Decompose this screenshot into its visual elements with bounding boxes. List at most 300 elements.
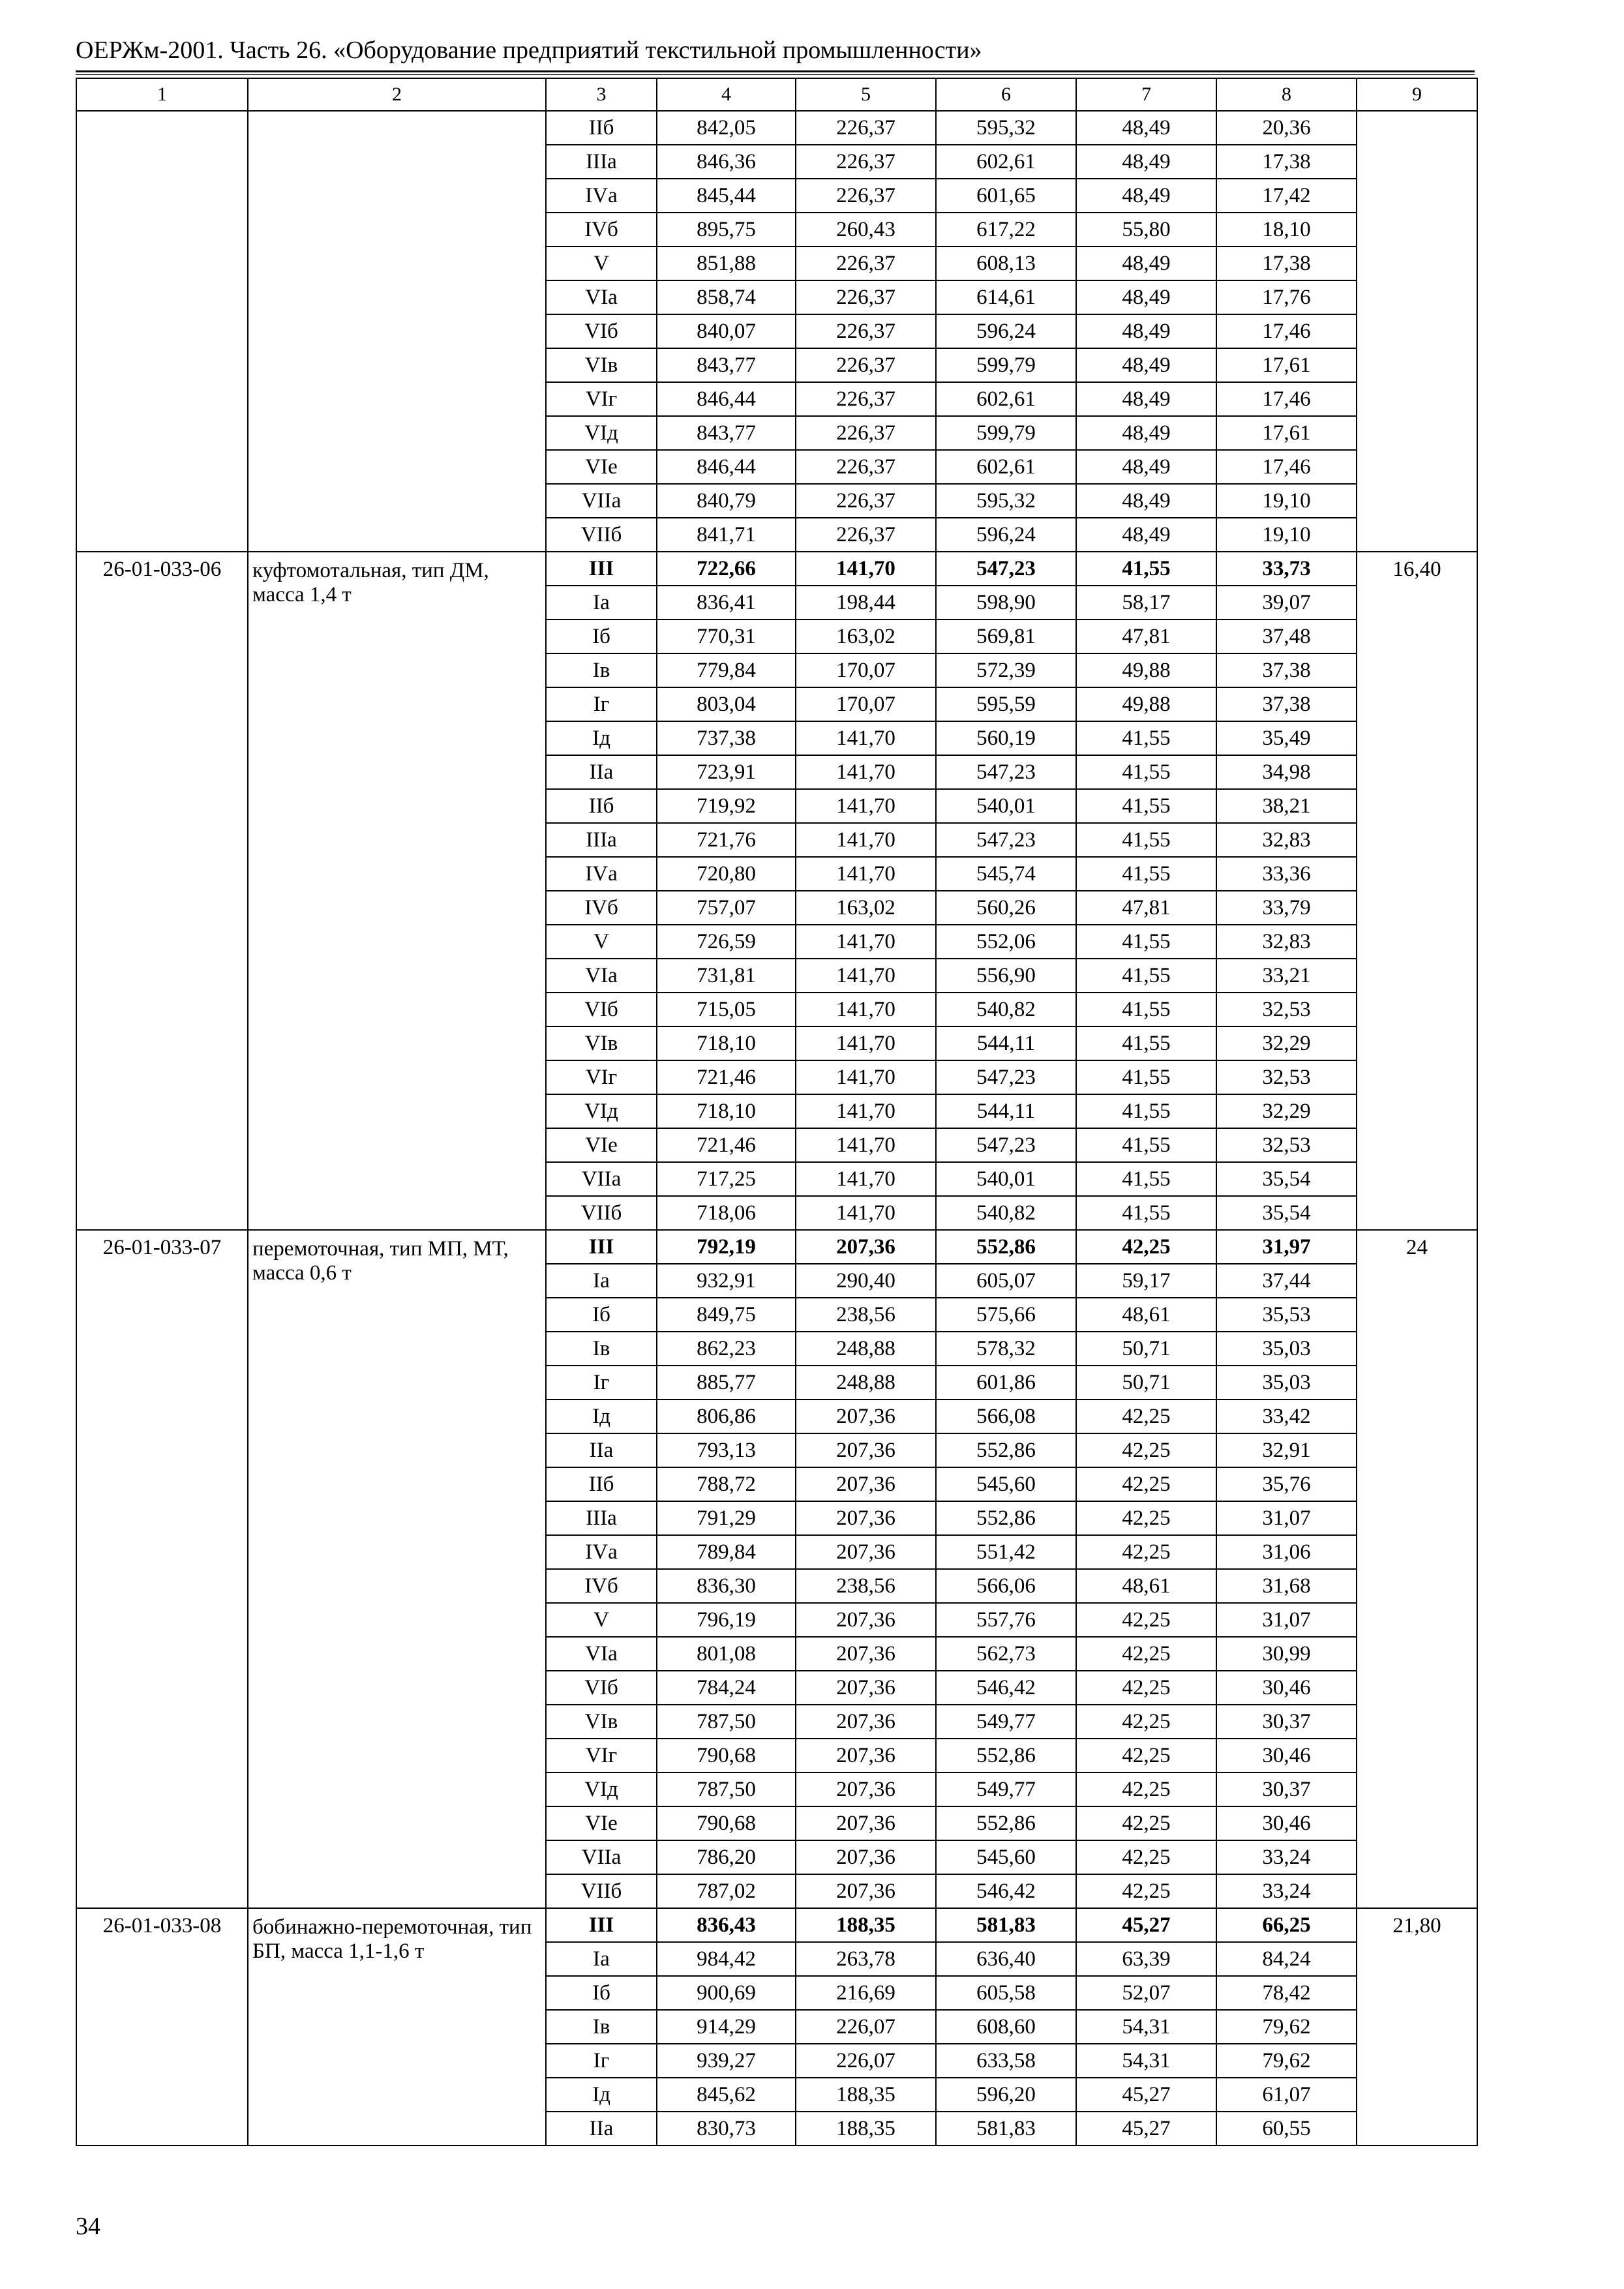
value-cell: 596,24 (936, 518, 1076, 552)
value-cell: 566,08 (936, 1399, 1076, 1433)
value-cell: 851,88 (657, 247, 796, 280)
value-cell: 17,38 (1216, 247, 1357, 280)
value-cell: 48,49 (1076, 179, 1216, 213)
value-cell: 48,49 (1076, 518, 1216, 552)
value-cell: 207,36 (796, 1773, 936, 1806)
value-cell: 163,02 (796, 620, 936, 653)
territory-code-cell: Iд (546, 1399, 657, 1433)
territory-code-cell: Iв (546, 653, 657, 687)
column-number-row (76, 78, 1477, 111)
value-cell: 731,81 (657, 959, 796, 993)
value-cell: 141,70 (796, 552, 936, 586)
value-cell: 18,10 (1216, 213, 1357, 247)
value-cell: 30,37 (1216, 1773, 1357, 1806)
value-cell: 547,23 (936, 755, 1076, 789)
page-number: 34 (76, 2213, 100, 2240)
value-cell: 41,55 (1076, 1162, 1216, 1196)
value-cell: 614,61 (936, 280, 1076, 314)
value-cell: 207,36 (796, 1467, 936, 1501)
value-cell: 54,31 (1076, 2044, 1216, 2078)
value-cell: 552,86 (936, 1806, 1076, 1840)
value-cell: 636,40 (936, 1942, 1076, 1976)
value-cell: 31,68 (1216, 1569, 1357, 1603)
value-cell: 42,25 (1076, 1535, 1216, 1569)
position-name: бобинажно-перемоточная, тип БП, масса 1,1-1,6 т (248, 1908, 546, 2146)
value-cell: 58,17 (1076, 586, 1216, 620)
territory-code-cell: Iа (546, 1264, 657, 1298)
territory-code-cell: VIг (546, 382, 657, 416)
value-cell: 52,07 (1076, 1976, 1216, 2010)
value-cell: 238,56 (796, 1298, 936, 1332)
value-cell: 41,55 (1076, 1196, 1216, 1230)
value-cell: 31,06 (1216, 1535, 1357, 1569)
value-cell: 84,24 (1216, 1942, 1357, 1976)
value-cell: 42,25 (1076, 1230, 1216, 1264)
value-cell: 849,75 (657, 1298, 796, 1332)
value-cell: 544,11 (936, 1026, 1076, 1060)
value-cell: 35,53 (1216, 1298, 1357, 1332)
value-cell: 718,10 (657, 1094, 796, 1128)
value-cell: 48,49 (1076, 382, 1216, 416)
territory-code-cell: Iд (546, 721, 657, 755)
value-cell: 141,70 (796, 993, 936, 1026)
value-cell: 547,23 (936, 1128, 1076, 1162)
value-cell: 170,07 (796, 687, 936, 721)
value-cell: 66,25 (1216, 1908, 1357, 1942)
column-9-value: 24 (1357, 1230, 1477, 1908)
value-cell: 17,61 (1216, 348, 1357, 382)
value-cell: 599,79 (936, 416, 1076, 450)
value-cell: 939,27 (657, 2044, 796, 2078)
value-cell: 836,30 (657, 1569, 796, 1603)
value-cell: 843,77 (657, 416, 796, 450)
value-cell: 42,25 (1076, 1399, 1216, 1433)
column-9-value: 16,40 (1357, 552, 1477, 1230)
value-cell: 601,65 (936, 179, 1076, 213)
territory-code-cell: VIIб (546, 1196, 657, 1230)
value-cell: 932,91 (657, 1264, 796, 1298)
value-cell: 17,61 (1216, 416, 1357, 450)
value-cell: 48,49 (1076, 348, 1216, 382)
value-cell: 263,78 (796, 1942, 936, 1976)
territory-code-cell: VIIа (546, 1162, 657, 1196)
value-cell: 581,83 (936, 1908, 1076, 1942)
value-cell: 207,36 (796, 1501, 936, 1535)
value-cell: 42,25 (1076, 1806, 1216, 1840)
territory-code-cell: IIа (546, 2112, 657, 2146)
territory-code-cell: VIд (546, 1773, 657, 1806)
value-cell: 779,84 (657, 653, 796, 687)
value-cell: 721,46 (657, 1128, 796, 1162)
value-cell: 581,83 (936, 2112, 1076, 2146)
territory-code-cell: VIIб (546, 518, 657, 552)
value-cell: 840,07 (657, 314, 796, 348)
value-cell: 35,03 (1216, 1366, 1357, 1399)
value-cell: 595,59 (936, 687, 1076, 721)
value-cell: 33,36 (1216, 857, 1357, 891)
territory-code-cell: VIа (546, 959, 657, 993)
value-cell: 552,86 (936, 1501, 1076, 1535)
value-cell: 715,05 (657, 993, 796, 1026)
value-cell: 841,71 (657, 518, 796, 552)
value-cell: 562,73 (936, 1637, 1076, 1671)
value-cell: 60,55 (1216, 2112, 1357, 2146)
value-cell: 717,25 (657, 1162, 796, 1196)
territory-code-cell: V (546, 925, 657, 959)
territory-code-cell: VIг (546, 1060, 657, 1094)
value-cell: 845,62 (657, 2078, 796, 2112)
column-number: 5 (796, 78, 936, 111)
value-cell: 226,37 (796, 247, 936, 280)
value-cell: 141,70 (796, 857, 936, 891)
territory-code-cell: VIб (546, 1671, 657, 1705)
value-cell: 595,32 (936, 484, 1076, 518)
value-cell: 596,20 (936, 2078, 1076, 2112)
value-cell: 41,55 (1076, 1060, 1216, 1094)
value-cell: 17,38 (1216, 145, 1357, 179)
territory-code-cell: VIб (546, 993, 657, 1026)
value-cell: 31,07 (1216, 1501, 1357, 1535)
value-cell: 49,88 (1076, 687, 1216, 721)
position-code: 26-01-033-07 (76, 1230, 248, 1908)
value-cell: 37,48 (1216, 620, 1357, 653)
value-cell: 788,72 (657, 1467, 796, 1501)
value-cell: 48,49 (1076, 314, 1216, 348)
table-body (76, 78, 1477, 2146)
value-cell: 601,86 (936, 1366, 1076, 1399)
value-cell: 207,36 (796, 1874, 936, 1908)
value-cell: 770,31 (657, 620, 796, 653)
value-cell: 248,88 (796, 1332, 936, 1366)
territory-code-cell: IIа (546, 755, 657, 789)
value-cell: 552,86 (936, 1739, 1076, 1773)
value-cell: 35,03 (1216, 1332, 1357, 1366)
value-cell: 602,61 (936, 450, 1076, 484)
value-cell: 34,98 (1216, 755, 1357, 789)
value-cell: 560,26 (936, 891, 1076, 925)
column-number: 4 (657, 78, 796, 111)
table-row (76, 111, 1477, 145)
value-cell: 836,41 (657, 586, 796, 620)
value-cell: 226,37 (796, 145, 936, 179)
value-cell: 984,42 (657, 1942, 796, 1976)
position-code: 26-01-033-06 (76, 552, 248, 1230)
territory-code-cell: Iд (546, 2078, 657, 2112)
value-cell: 578,32 (936, 1332, 1076, 1366)
value-cell: 546,42 (936, 1874, 1076, 1908)
value-cell: 41,55 (1076, 1026, 1216, 1060)
value-cell: 41,55 (1076, 789, 1216, 823)
value-cell: 617,22 (936, 213, 1076, 247)
value-cell: 226,37 (796, 179, 936, 213)
value-cell: 163,02 (796, 891, 936, 925)
territory-code-cell: IIб (546, 111, 657, 145)
value-cell: 858,74 (657, 280, 796, 314)
value-cell: 598,90 (936, 586, 1076, 620)
value-cell: 226,37 (796, 348, 936, 382)
territory-code-cell: VIа (546, 1637, 657, 1671)
value-cell: 226,37 (796, 280, 936, 314)
value-cell: 42,25 (1076, 1840, 1216, 1874)
value-cell: 836,43 (657, 1908, 796, 1942)
value-cell: 575,66 (936, 1298, 1076, 1332)
value-cell: 547,23 (936, 1060, 1076, 1094)
value-cell: 141,70 (796, 755, 936, 789)
value-cell: 17,46 (1216, 314, 1357, 348)
value-cell: 556,90 (936, 959, 1076, 993)
value-cell: 79,62 (1216, 2044, 1357, 2078)
value-cell: 61,07 (1216, 2078, 1357, 2112)
territory-code-cell: Iг (546, 1366, 657, 1399)
value-cell: 37,38 (1216, 653, 1357, 687)
value-cell: 35,54 (1216, 1162, 1357, 1196)
territory-code-cell: Iв (546, 1332, 657, 1366)
value-cell: 787,50 (657, 1773, 796, 1806)
value-cell: 787,02 (657, 1874, 796, 1908)
position-name (248, 111, 546, 552)
territory-code-cell: IVб (546, 1569, 657, 1603)
value-cell: 803,04 (657, 687, 796, 721)
territory-code-cell: IVа (546, 1535, 657, 1569)
value-cell: 549,77 (936, 1705, 1076, 1739)
value-cell: 843,77 (657, 348, 796, 382)
value-cell: 54,31 (1076, 2010, 1216, 2044)
value-cell: 42,25 (1076, 1637, 1216, 1671)
value-cell: 141,70 (796, 959, 936, 993)
value-cell: 226,37 (796, 382, 936, 416)
value-cell: 48,49 (1076, 450, 1216, 484)
value-cell: 63,39 (1076, 1942, 1216, 1976)
value-cell: 141,70 (796, 1026, 936, 1060)
value-cell: 55,80 (1076, 213, 1216, 247)
value-cell: 19,10 (1216, 518, 1357, 552)
value-cell: 793,13 (657, 1433, 796, 1467)
value-cell: 545,60 (936, 1840, 1076, 1874)
value-cell: 596,24 (936, 314, 1076, 348)
header-rule (76, 70, 1475, 72)
territory-code-cell: Iв (546, 2010, 657, 2044)
territory-code-cell: VIв (546, 348, 657, 382)
value-cell: 50,71 (1076, 1332, 1216, 1366)
value-cell: 19,10 (1216, 484, 1357, 518)
value-cell: 207,36 (796, 1637, 936, 1671)
territory-code-cell: Iб (546, 620, 657, 653)
value-cell: 30,46 (1216, 1739, 1357, 1773)
value-cell: 540,01 (936, 789, 1076, 823)
value-cell: 42,25 (1076, 1603, 1216, 1637)
value-cell: 35,49 (1216, 721, 1357, 755)
value-cell: 33,73 (1216, 552, 1357, 586)
value-cell: 207,36 (796, 1603, 936, 1637)
territory-code-cell: VIIа (546, 484, 657, 518)
value-cell: 48,49 (1076, 416, 1216, 450)
value-cell: 806,86 (657, 1399, 796, 1433)
value-cell: 32,53 (1216, 1128, 1357, 1162)
table-row (76, 552, 1477, 586)
value-cell: 207,36 (796, 1840, 936, 1874)
territory-code-cell: Iб (546, 1976, 657, 2010)
table-row (76, 1230, 1477, 1264)
value-cell: 547,23 (936, 552, 1076, 586)
value-cell: 32,29 (1216, 1094, 1357, 1128)
territory-code-cell: VIе (546, 1806, 657, 1840)
territory-code-cell: IIIа (546, 1501, 657, 1535)
value-cell: 552,06 (936, 925, 1076, 959)
value-cell: 207,36 (796, 1230, 936, 1264)
value-cell: 35,54 (1216, 1196, 1357, 1230)
value-cell: 552,86 (936, 1230, 1076, 1264)
value-cell: 48,49 (1076, 247, 1216, 280)
territory-code-cell: III (546, 1230, 657, 1264)
value-cell: 791,29 (657, 1501, 796, 1535)
value-cell: 546,42 (936, 1671, 1076, 1705)
value-cell: 790,68 (657, 1739, 796, 1773)
value-cell: 801,08 (657, 1637, 796, 1671)
value-cell: 552,86 (936, 1433, 1076, 1467)
value-cell: 207,36 (796, 1806, 936, 1840)
value-cell: 141,70 (796, 1094, 936, 1128)
territory-code-cell: Iг (546, 687, 657, 721)
value-cell: 885,77 (657, 1366, 796, 1399)
value-cell: 42,25 (1076, 1671, 1216, 1705)
value-cell: 141,70 (796, 1128, 936, 1162)
value-cell: 39,07 (1216, 586, 1357, 620)
value-cell: 846,36 (657, 145, 796, 179)
column-number: 2 (248, 78, 546, 111)
value-cell: 32,83 (1216, 823, 1357, 857)
column-9-value: 21,80 (1357, 1908, 1477, 2146)
header-rule-thin (76, 74, 1475, 75)
value-cell: 572,39 (936, 653, 1076, 687)
territory-code-cell: VIIб (546, 1874, 657, 1908)
value-cell: 48,61 (1076, 1298, 1216, 1332)
value-cell: 17,76 (1216, 280, 1357, 314)
territory-code-cell: III (546, 1908, 657, 1942)
value-cell: 47,81 (1076, 891, 1216, 925)
page-header-title: ОЕРЖм-2001. Часть 26. «Оборудование предприятий текстильной промышленности» (76, 37, 982, 64)
value-cell: 37,44 (1216, 1264, 1357, 1298)
value-cell: 549,77 (936, 1773, 1076, 1806)
value-cell: 41,55 (1076, 721, 1216, 755)
value-cell: 605,07 (936, 1264, 1076, 1298)
territory-code-cell: VIе (546, 1128, 657, 1162)
value-cell: 35,76 (1216, 1467, 1357, 1501)
value-cell: 188,35 (796, 2078, 936, 2112)
value-cell: 757,07 (657, 891, 796, 925)
value-cell: 42,25 (1076, 1874, 1216, 1908)
value-cell: 566,06 (936, 1569, 1076, 1603)
table-row (76, 1908, 1477, 1942)
territory-code-cell: IIIа (546, 823, 657, 857)
territory-code-cell: Iг (546, 2044, 657, 2078)
column-number: 6 (936, 78, 1076, 111)
value-cell: 42,25 (1076, 1467, 1216, 1501)
value-cell: 602,61 (936, 382, 1076, 416)
value-cell: 608,13 (936, 247, 1076, 280)
value-cell: 38,21 (1216, 789, 1357, 823)
territory-code-cell: VIв (546, 1026, 657, 1060)
value-cell: 544,11 (936, 1094, 1076, 1128)
value-cell: 862,23 (657, 1332, 796, 1366)
value-cell: 718,06 (657, 1196, 796, 1230)
value-cell: 48,49 (1076, 145, 1216, 179)
territory-code-cell: Iб (546, 1298, 657, 1332)
value-cell: 569,81 (936, 620, 1076, 653)
value-cell: 784,24 (657, 1671, 796, 1705)
position-code (76, 111, 248, 552)
value-cell: 790,68 (657, 1806, 796, 1840)
column-number: 7 (1076, 78, 1216, 111)
value-cell: 170,07 (796, 653, 936, 687)
value-cell: 207,36 (796, 1739, 936, 1773)
value-cell: 895,75 (657, 213, 796, 247)
value-cell: 42,25 (1076, 1433, 1216, 1467)
value-cell: 41,55 (1076, 925, 1216, 959)
value-cell: 726,59 (657, 925, 796, 959)
value-cell: 141,70 (796, 925, 936, 959)
value-cell: 41,55 (1076, 857, 1216, 891)
value-cell: 560,19 (936, 721, 1076, 755)
value-cell: 900,69 (657, 1976, 796, 2010)
territory-code-cell: VIв (546, 1705, 657, 1739)
value-cell: 32,53 (1216, 993, 1357, 1026)
value-cell: 48,49 (1076, 111, 1216, 145)
value-cell: 48,61 (1076, 1569, 1216, 1603)
territory-code-cell: III (546, 552, 657, 586)
value-cell: 226,37 (796, 111, 936, 145)
value-cell: 32,83 (1216, 925, 1357, 959)
value-cell: 141,70 (796, 823, 936, 857)
value-cell: 545,60 (936, 1467, 1076, 1501)
value-cell: 786,20 (657, 1840, 796, 1874)
value-cell: 226,37 (796, 518, 936, 552)
value-cell: 226,37 (796, 450, 936, 484)
value-cell: 722,66 (657, 552, 796, 586)
price-table (76, 78, 1478, 2146)
value-cell: 207,36 (796, 1705, 936, 1739)
value-cell: 42,25 (1076, 1501, 1216, 1535)
value-cell: 720,80 (657, 857, 796, 891)
value-cell: 840,79 (657, 484, 796, 518)
value-cell: 41,55 (1076, 1128, 1216, 1162)
value-cell: 141,70 (796, 1196, 936, 1230)
value-cell: 547,23 (936, 823, 1076, 857)
value-cell: 42,25 (1076, 1705, 1216, 1739)
value-cell: 842,05 (657, 111, 796, 145)
value-cell: 290,40 (796, 1264, 936, 1298)
value-cell: 540,82 (936, 1196, 1076, 1230)
value-cell: 599,79 (936, 348, 1076, 382)
territory-code-cell: VIIа (546, 1840, 657, 1874)
value-cell: 41,55 (1076, 552, 1216, 586)
value-cell: 41,55 (1076, 823, 1216, 857)
value-cell: 721,76 (657, 823, 796, 857)
territory-code-cell: VIд (546, 416, 657, 450)
territory-code-cell: IIIа (546, 145, 657, 179)
territory-code-cell: VIг (546, 1739, 657, 1773)
value-cell: 31,07 (1216, 1603, 1357, 1637)
value-cell: 33,79 (1216, 891, 1357, 925)
value-cell: 78,42 (1216, 1976, 1357, 2010)
value-cell: 17,42 (1216, 179, 1357, 213)
value-cell: 787,50 (657, 1705, 796, 1739)
value-cell: 718,10 (657, 1026, 796, 1060)
value-cell: 47,81 (1076, 620, 1216, 653)
value-cell: 33,24 (1216, 1840, 1357, 1874)
value-cell: 633,58 (936, 2044, 1076, 2078)
value-cell: 33,21 (1216, 959, 1357, 993)
value-cell: 141,70 (796, 721, 936, 755)
